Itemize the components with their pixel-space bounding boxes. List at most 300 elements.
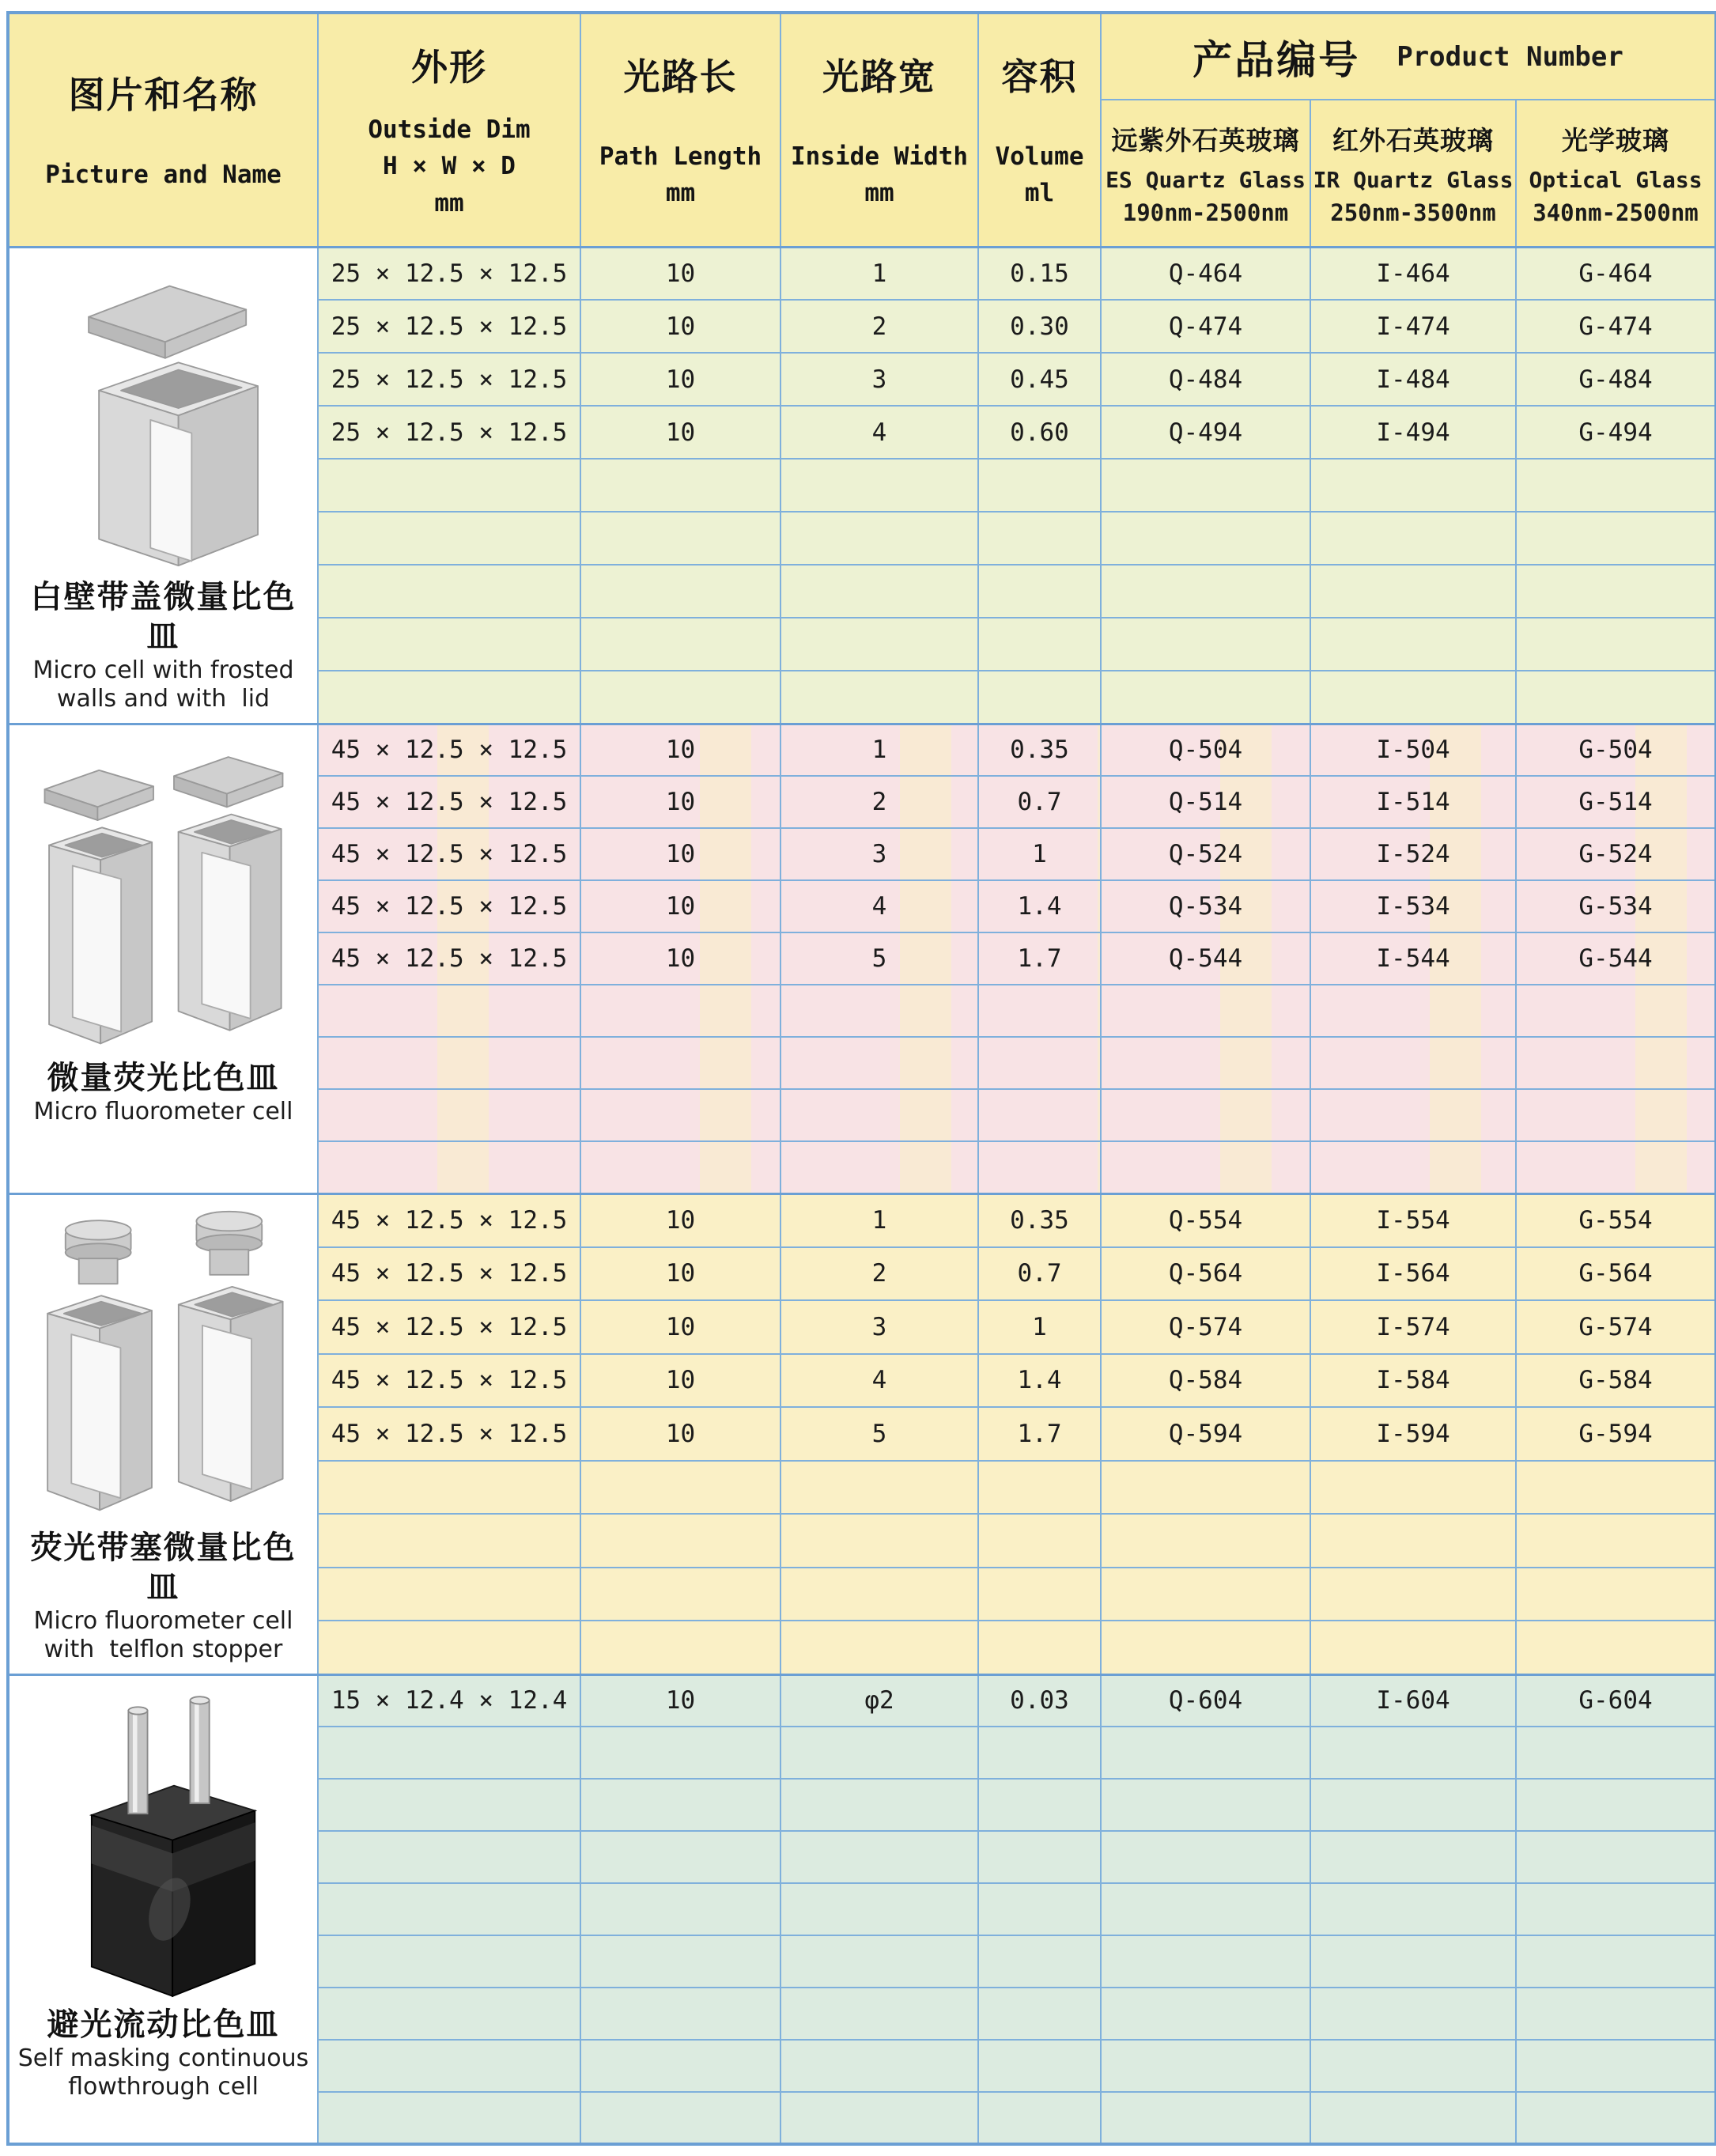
header-width-en: Inside Width	[791, 142, 968, 171]
empty-cell	[318, 1037, 580, 1089]
cell-optical-number: G-584	[1516, 1354, 1716, 1408]
empty-cell	[1516, 1831, 1716, 1883]
empty-cell	[318, 1988, 580, 2040]
cell-volume: 0.35	[978, 1193, 1101, 1247]
empty-cell	[978, 565, 1101, 618]
product-caption	[34, 1058, 293, 1129]
catalog-sheet	[6, 11, 1714, 2146]
cell-es-quartz-number: Q-544	[1101, 932, 1310, 985]
empty-cell	[1101, 1831, 1310, 1883]
empty-cell	[580, 459, 781, 512]
cell-inside-width: 3	[781, 1300, 978, 1354]
empty-cell	[1310, 618, 1516, 671]
empty-cell	[1516, 1141, 1716, 1193]
product-picture-cell	[8, 247, 318, 724]
cell-es-quartz-number: Q-494	[1101, 406, 1310, 459]
header-es-zh: 远紫外石英玻璃	[1111, 124, 1300, 156]
empty-cell	[1101, 1461, 1310, 1515]
cell-optical-number: G-554	[1516, 1193, 1716, 1247]
cell-es-quartz-number: Q-464	[1101, 247, 1310, 300]
empty-cell	[1516, 1883, 1716, 1935]
cell-ir-quartz-number: I-554	[1310, 1193, 1516, 1247]
cell-path-length: 10	[580, 828, 781, 880]
product-name-en-line1: Self masking continuous	[17, 2044, 309, 2072]
cell-outside-dim: 45 × 12.5 × 12.5	[318, 1247, 580, 1301]
empty-cell	[580, 1037, 781, 1089]
empty-cell	[318, 1461, 580, 1515]
cell-volume: 0.35	[978, 724, 1101, 776]
cell-path-length: 10	[580, 353, 781, 406]
cell-es-quartz-number: Q-554	[1101, 1193, 1310, 1247]
empty-cell	[1101, 1727, 1310, 1779]
product-table	[6, 11, 1716, 2146]
header-path-en: Path Length	[599, 142, 762, 171]
empty-cell	[580, 2040, 781, 2092]
cell-es-quartz-number: Q-584	[1101, 1354, 1310, 1408]
empty-cell	[781, 1779, 978, 1831]
empty-cell	[978, 671, 1101, 724]
product-name-zh: 白壁带盖微量比色皿	[30, 578, 297, 655]
cell-inside-width: 1	[781, 1193, 978, 1247]
empty-cell	[781, 1568, 978, 1621]
empty-cell	[1516, 1568, 1716, 1621]
cell-volume: 0.03	[978, 1674, 1101, 1727]
empty-cell	[978, 1621, 1101, 1674]
product-picture-cell	[8, 1193, 318, 1674]
empty-cell	[1516, 618, 1716, 671]
empty-cell	[1101, 2092, 1310, 2144]
cell-outside-dim: 45 × 12.5 × 12.5	[318, 776, 580, 828]
empty-cell	[1310, 1883, 1516, 1935]
header-row-main	[8, 13, 1716, 100]
empty-cell	[1101, 459, 1310, 512]
empty-cell	[978, 618, 1101, 671]
cell-path-length: 10	[580, 1247, 781, 1301]
empty-cell	[1310, 1988, 1516, 2040]
cell-ir-quartz-number: I-544	[1310, 932, 1516, 985]
empty-cell	[580, 1727, 781, 1779]
cell-ir-quartz-number: I-484	[1310, 353, 1516, 406]
empty-cell	[1516, 1988, 1716, 2040]
cell-outside-dim: 45 × 12.5 × 12.5	[318, 932, 580, 985]
empty-cell	[580, 1988, 781, 2040]
spec-row	[8, 247, 1716, 300]
empty-cell	[978, 1568, 1101, 1621]
cell-outside-dim: 45 × 12.5 × 12.5	[318, 1300, 580, 1354]
empty-cell	[781, 1089, 978, 1141]
empty-cell	[1516, 2040, 1716, 2092]
header-optical-zh: 光学玻璃	[1562, 124, 1670, 156]
empty-cell	[1101, 2040, 1310, 2092]
cell-volume: 0.15	[978, 247, 1101, 300]
empty-cell	[781, 565, 978, 618]
empty-cell	[1101, 1988, 1310, 2040]
header-product-number-zh: 产品编号	[1193, 36, 1361, 83]
cell-path-length: 10	[580, 932, 781, 985]
header-inside-width	[781, 13, 978, 247]
empty-cell	[1516, 1935, 1716, 1988]
empty-cell	[1101, 1883, 1310, 1935]
empty-cell	[318, 671, 580, 724]
cell-ir-quartz-number: I-474	[1310, 300, 1516, 353]
product-name-zh: 荧光带塞微量比色皿	[30, 1529, 297, 1606]
product-image-self-masking-flowthrough-cell	[45, 1689, 282, 2005]
empty-cell	[978, 1935, 1101, 1988]
empty-cell	[1516, 1037, 1716, 1089]
cell-inside-width: 4	[781, 880, 978, 932]
header-ir-en: IR Quartz Glass	[1313, 166, 1514, 193]
empty-cell	[580, 618, 781, 671]
empty-cell	[1516, 1089, 1716, 1141]
cell-volume: 1.4	[978, 880, 1101, 932]
cell-path-length: 10	[580, 300, 781, 353]
empty-cell	[318, 1883, 580, 1935]
header-volume	[978, 13, 1101, 247]
empty-cell	[580, 2092, 781, 2144]
empty-cell	[1516, 671, 1716, 724]
cell-es-quartz-number: Q-504	[1101, 724, 1310, 776]
empty-cell	[318, 1621, 580, 1674]
cell-es-quartz-number: Q-574	[1101, 1300, 1310, 1354]
cell-optical-number: G-534	[1516, 880, 1716, 932]
cell-path-length: 10	[580, 1407, 781, 1461]
product-caption	[14, 1528, 312, 1667]
header-volume-unit: ml	[1024, 179, 1055, 208]
cell-outside-dim: 25 × 12.5 × 12.5	[318, 353, 580, 406]
empty-cell	[1310, 1037, 1516, 1089]
empty-cell	[1310, 1621, 1516, 1674]
empty-cell	[580, 1514, 781, 1568]
product-image-micro-fluorometer-cell	[37, 738, 290, 1058]
empty-cell	[1101, 671, 1310, 724]
cell-volume: 1	[978, 1300, 1101, 1354]
spec-row	[8, 724, 1716, 776]
cell-inside-width: 4	[781, 406, 978, 459]
cell-path-length: 10	[580, 406, 781, 459]
cell-optical-number: G-594	[1516, 1407, 1716, 1461]
empty-cell	[1310, 2092, 1516, 2144]
cell-inside-width: 3	[781, 353, 978, 406]
empty-cell	[1310, 2040, 1516, 2092]
header-ir-quartz-glass	[1310, 100, 1516, 247]
empty-cell	[781, 1037, 978, 1089]
empty-cell	[318, 565, 580, 618]
empty-cell	[1516, 565, 1716, 618]
cell-optical-number: G-504	[1516, 724, 1716, 776]
cell-path-length: 10	[580, 776, 781, 828]
cell-optical-number: G-544	[1516, 932, 1716, 985]
empty-cell	[1516, 1727, 1716, 1779]
empty-cell	[1310, 1514, 1516, 1568]
cell-outside-dim: 25 × 12.5 × 12.5	[318, 406, 580, 459]
product-name-zh: 避光流动比色皿	[47, 2006, 280, 2043]
cell-ir-quartz-number: I-574	[1310, 1300, 1516, 1354]
empty-cell	[1101, 1935, 1310, 1988]
empty-cell	[978, 1988, 1101, 2040]
empty-cell	[1101, 1779, 1310, 1831]
cell-outside-dim: 15 × 12.4 × 12.4	[318, 1674, 580, 1727]
header-ir-range: 250nm-3500nm	[1330, 199, 1496, 226]
cell-inside-width: 1	[781, 724, 978, 776]
cell-inside-width: 2	[781, 776, 978, 828]
product-caption	[18, 2005, 308, 2105]
empty-cell	[1310, 1779, 1516, 1831]
cell-outside-dim: 45 × 12.5 × 12.5	[318, 828, 580, 880]
empty-cell	[781, 1727, 978, 1779]
cell-volume: 0.7	[978, 776, 1101, 828]
cell-optical-number: G-524	[1516, 828, 1716, 880]
product-caption	[14, 577, 312, 717]
empty-cell	[580, 1883, 781, 1935]
cell-outside-dim: 45 × 12.5 × 12.5	[318, 1193, 580, 1247]
header-optical-glass	[1516, 100, 1716, 247]
product-image-micro-fluorometer-cell-with-stopper	[37, 1208, 290, 1528]
empty-cell	[580, 1568, 781, 1621]
empty-cell	[1516, 985, 1716, 1037]
cell-es-quartz-number: Q-514	[1101, 776, 1310, 828]
empty-cell	[318, 2040, 580, 2092]
product-name-en-line1: Micro fluorometer cell	[33, 1606, 293, 1635]
cell-outside-dim: 25 × 12.5 × 12.5	[318, 300, 580, 353]
empty-cell	[781, 671, 978, 724]
empty-cell	[978, 985, 1101, 1037]
empty-cell	[1101, 1089, 1310, 1141]
empty-cell	[1310, 985, 1516, 1037]
empty-cell	[781, 1461, 978, 1515]
product-name-en-line2: flowthrough cell	[68, 2072, 259, 2101]
empty-cell	[580, 1621, 781, 1674]
empty-cell	[1516, 1514, 1716, 1568]
header-path-zh: 光路长	[623, 55, 738, 98]
empty-cell	[1310, 671, 1516, 724]
empty-cell	[1101, 1568, 1310, 1621]
product-name-zh: 微量荧光比色皿	[47, 1059, 280, 1096]
product-name-en-line1: Micro fluorometer cell	[33, 1097, 293, 1125]
empty-cell	[978, 512, 1101, 565]
empty-cell	[1101, 512, 1310, 565]
empty-cell	[1310, 1935, 1516, 1988]
empty-cell	[781, 2092, 978, 2144]
cell-ir-quartz-number: I-604	[1310, 1674, 1516, 1727]
cell-path-length: 10	[580, 724, 781, 776]
empty-cell	[580, 1141, 781, 1193]
empty-cell	[1101, 1514, 1310, 1568]
product-picture-cell	[8, 1674, 318, 2144]
empty-cell	[1101, 1037, 1310, 1089]
empty-cell	[978, 2092, 1101, 2144]
cell-optical-number: G-464	[1516, 247, 1716, 300]
cell-es-quartz-number: Q-534	[1101, 880, 1310, 932]
product-name-en-line2: walls and with lid	[56, 684, 270, 713]
cell-es-quartz-number: Q-484	[1101, 353, 1310, 406]
product-name-en-line1: Micro cell with frosted	[32, 656, 294, 684]
empty-cell	[781, 1621, 978, 1674]
spec-row	[8, 1674, 1716, 1727]
empty-cell	[318, 1727, 580, 1779]
cell-es-quartz-number: Q-524	[1101, 828, 1310, 880]
empty-cell	[1101, 985, 1310, 1037]
header-path-length	[580, 13, 781, 247]
header-optical-en: Optical Glass	[1529, 166, 1703, 193]
empty-cell	[1516, 1621, 1716, 1674]
cell-path-length: 10	[580, 1193, 781, 1247]
empty-cell	[781, 618, 978, 671]
header-es-en: ES Quartz Glass	[1106, 166, 1306, 193]
header-outside-unit: mm	[434, 188, 464, 217]
empty-cell	[1516, 1461, 1716, 1515]
empty-cell	[1310, 459, 1516, 512]
empty-cell	[580, 671, 781, 724]
header-picture-zh: 图片和名称	[68, 74, 259, 116]
header-path-unit: mm	[665, 179, 696, 208]
empty-cell	[1310, 1727, 1516, 1779]
product-picture-cell	[8, 724, 318, 1193]
empty-cell	[318, 1089, 580, 1141]
cell-inside-width: 2	[781, 300, 978, 353]
cell-optical-number: G-574	[1516, 1300, 1716, 1354]
product-name-en-line2: with telflon stopper	[43, 1635, 283, 1663]
empty-cell	[1516, 1779, 1716, 1831]
empty-cell	[781, 512, 978, 565]
cell-optical-number: G-514	[1516, 776, 1716, 828]
cell-inside-width: φ2	[781, 1674, 978, 1727]
empty-cell	[318, 1141, 580, 1193]
empty-cell	[318, 1831, 580, 1883]
cell-ir-quartz-number: I-584	[1310, 1354, 1516, 1408]
empty-cell	[978, 1779, 1101, 1831]
cell-es-quartz-number: Q-564	[1101, 1247, 1310, 1301]
cell-volume: 1	[978, 828, 1101, 880]
header-picture-en: Picture and Name	[45, 161, 282, 189]
empty-cell	[781, 1988, 978, 2040]
empty-cell	[1310, 565, 1516, 618]
cell-optical-number: G-604	[1516, 1674, 1716, 1727]
cell-volume: 1.7	[978, 1407, 1101, 1461]
cell-path-length: 10	[580, 1674, 781, 1727]
cell-outside-dim: 45 × 12.5 × 12.5	[318, 724, 580, 776]
empty-cell	[978, 2040, 1101, 2092]
cell-inside-width: 1	[781, 247, 978, 300]
cell-outside-dim: 45 × 12.5 × 12.5	[318, 1354, 580, 1408]
empty-cell	[1310, 1141, 1516, 1193]
header-outside-formula: H × W × D	[383, 152, 516, 180]
cell-es-quartz-number: Q-594	[1101, 1407, 1310, 1461]
empty-cell	[318, 2092, 580, 2144]
empty-cell	[978, 1514, 1101, 1568]
cell-ir-quartz-number: I-494	[1310, 406, 1516, 459]
empty-cell	[781, 459, 978, 512]
empty-cell	[781, 1935, 978, 1988]
empty-cell	[978, 1727, 1101, 1779]
empty-cell	[1310, 1568, 1516, 1621]
empty-cell	[978, 1037, 1101, 1089]
cell-path-length: 10	[580, 1300, 781, 1354]
cell-path-length: 10	[580, 1354, 781, 1408]
cell-volume: 0.45	[978, 353, 1101, 406]
header-es-quartz-glass	[1101, 100, 1310, 247]
cell-ir-quartz-number: I-534	[1310, 880, 1516, 932]
empty-cell	[1101, 1141, 1310, 1193]
empty-cell	[1101, 618, 1310, 671]
cell-ir-quartz-number: I-594	[1310, 1407, 1516, 1461]
empty-cell	[781, 1514, 978, 1568]
empty-cell	[978, 1141, 1101, 1193]
cell-outside-dim: 25 × 12.5 × 12.5	[318, 247, 580, 300]
empty-cell	[978, 459, 1101, 512]
cell-volume: 0.7	[978, 1247, 1101, 1301]
empty-cell	[580, 985, 781, 1037]
header-product-number	[1101, 13, 1716, 100]
cell-volume: 0.60	[978, 406, 1101, 459]
empty-cell	[580, 1779, 781, 1831]
header-width-zh: 光路宽	[822, 55, 936, 98]
empty-cell	[1101, 565, 1310, 618]
cell-outside-dim: 45 × 12.5 × 12.5	[318, 1407, 580, 1461]
header-optical-range: 340nm-2500nm	[1533, 199, 1699, 226]
empty-cell	[978, 1883, 1101, 1935]
cell-ir-quartz-number: I-514	[1310, 776, 1516, 828]
spec-row	[8, 1193, 1716, 1247]
empty-cell	[781, 2040, 978, 2092]
header-picture-and-name	[8, 13, 318, 247]
empty-cell	[318, 1935, 580, 1988]
header-outside-dim	[318, 13, 580, 247]
empty-cell	[1310, 1831, 1516, 1883]
header-outside-zh: 外形	[411, 45, 487, 89]
empty-cell	[978, 1831, 1101, 1883]
empty-cell	[580, 1935, 781, 1988]
empty-cell	[318, 1568, 580, 1621]
empty-cell	[580, 512, 781, 565]
empty-cell	[580, 1461, 781, 1515]
empty-cell	[1516, 2092, 1716, 2144]
cell-optical-number: G-564	[1516, 1247, 1716, 1301]
cell-ir-quartz-number: I-564	[1310, 1247, 1516, 1301]
empty-cell	[1516, 512, 1716, 565]
cell-volume: 0.30	[978, 300, 1101, 353]
empty-cell	[781, 985, 978, 1037]
cell-ir-quartz-number: I-524	[1310, 828, 1516, 880]
empty-cell	[580, 1831, 781, 1883]
empty-cell	[1310, 512, 1516, 565]
cell-inside-width: 4	[781, 1354, 978, 1408]
empty-cell	[318, 512, 580, 565]
empty-cell	[978, 1089, 1101, 1141]
empty-cell	[781, 1831, 978, 1883]
table-header	[8, 13, 1716, 247]
empty-cell	[318, 1514, 580, 1568]
cell-ir-quartz-number: I-504	[1310, 724, 1516, 776]
empty-cell	[318, 459, 580, 512]
empty-cell	[1310, 1089, 1516, 1141]
empty-cell	[1516, 459, 1716, 512]
cell-inside-width: 2	[781, 1247, 978, 1301]
header-width-unit: mm	[864, 179, 894, 208]
empty-cell	[978, 1461, 1101, 1515]
product-image-micro-cell-with-lid	[45, 261, 282, 577]
header-ir-zh: 红外石英玻璃	[1332, 124, 1494, 156]
header-volume-zh: 容积	[1001, 55, 1078, 98]
cell-optical-number: G-474	[1516, 300, 1716, 353]
cell-path-length: 10	[580, 880, 781, 932]
cell-es-quartz-number: Q-474	[1101, 300, 1310, 353]
empty-cell	[1310, 1461, 1516, 1515]
empty-cell	[580, 565, 781, 618]
cell-volume: 1.4	[978, 1354, 1101, 1408]
cell-outside-dim: 45 × 12.5 × 12.5	[318, 880, 580, 932]
cell-path-length: 10	[580, 247, 781, 300]
cell-inside-width: 5	[781, 932, 978, 985]
